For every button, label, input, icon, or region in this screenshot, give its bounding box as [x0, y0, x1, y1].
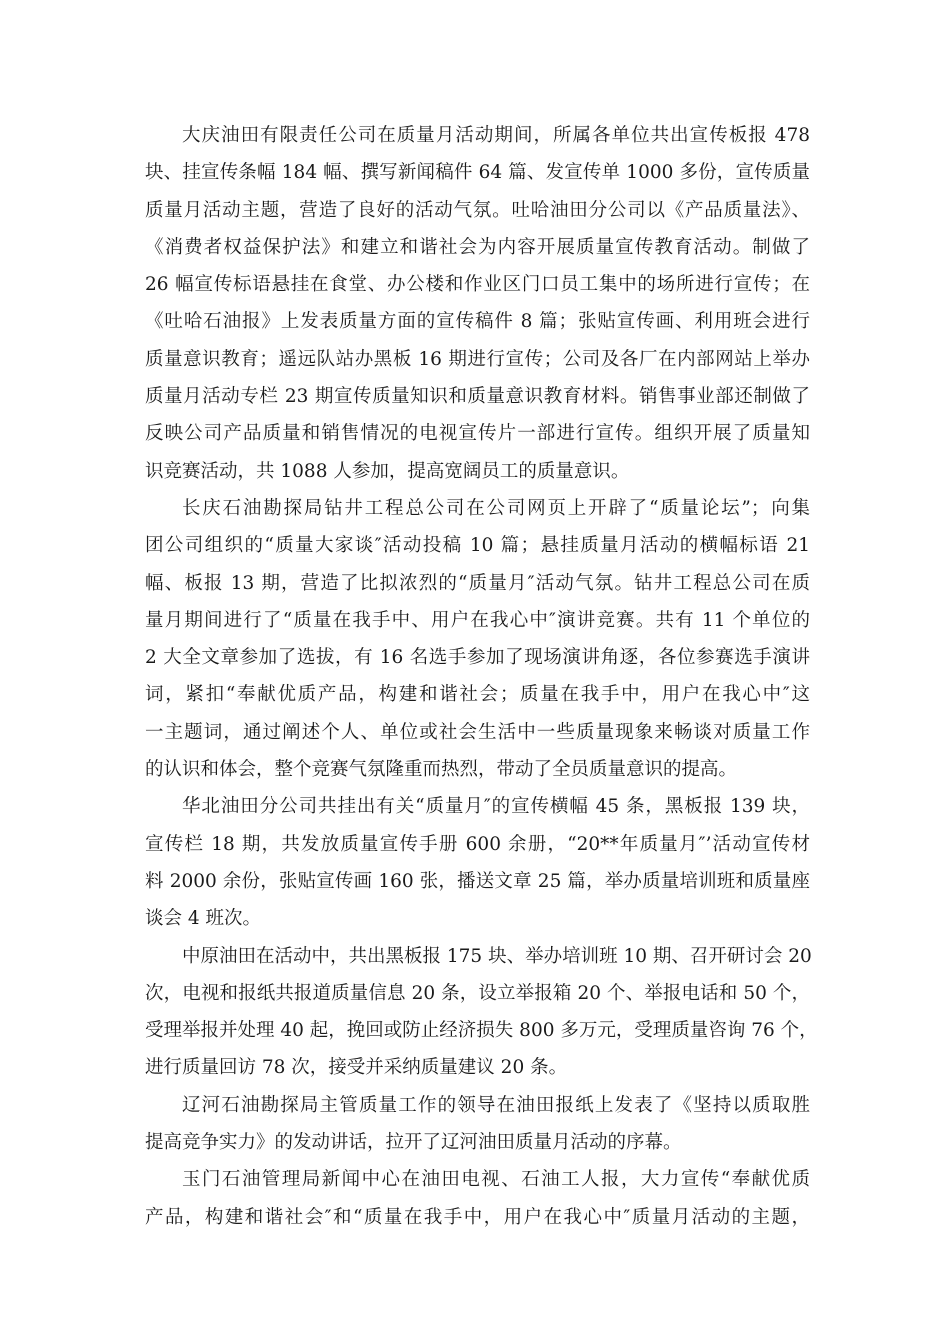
text-line: 受理举报并处理 40 起，挽回或防止经济损失 800 多万元，受理质量咨询 76 个，	[145, 1020, 818, 1042]
text-line: 辽河石油勘探局主管质量工作的领导在油田报纸上发表了《坚持以质取胜	[182, 1094, 810, 1116]
paragraph-zhongyuan	[145, 938, 818, 1087]
text-line: 进行质量回访 78 次，接受并采纳质量建议 20 条。	[145, 1057, 568, 1079]
text-line: 质量月活动专栏 23 期宣传质量知识和质量意识教育材料。销售事业部还制做了	[145, 386, 810, 408]
text-line: 宣传栏 18 期，共发放质量宣传手册 600 余册，“20**年质量月″’活动宣传材	[145, 833, 810, 855]
text-line: 华北油田分公司共挂出有关“质量月″的宣传横幅 45 条，黑板报 139 块，	[182, 796, 810, 818]
text-line: 识竞赛活动，共 1088 人参加，提高宽阔员工的质量意识。	[145, 460, 630, 482]
text-line: 质量意识教育；遥远队站办黑板 16 期进行宣传；公司及各厂在内部网站上举办	[145, 348, 810, 370]
text-line: 中原油田在活动中，共出黑板报 175 块、举办培训班 10 期、召开研讨会 20	[182, 945, 812, 967]
text-line: 2 大全文章参加了选拔，有 16 名选手参加了现场演讲角逐，各位参赛选手演讲	[145, 647, 810, 669]
text-line: 的认识和体会，整个竞赛气氛隆重而热烈，带动了全员质量意识的提高。	[145, 759, 738, 781]
text-line: 块、挂宣传条幅 184 幅、撰写新闻稿件 64 篇、发宣传单 1000 多份，宣传质量	[145, 162, 810, 184]
paragraph-liaohe	[145, 1087, 810, 1162]
text-line: 量月期间进行了“质量在我手中、用户在我心中″演讲竞赛。共有 11 个单位的	[145, 609, 810, 631]
text-line: 大庆油田有限责任公司在质量月活动期间，所属各单位共出宣传板报 478	[182, 125, 810, 146]
text-line: 玉门石油管理局新闻中心在油田电视、石油工人报，大力宣传“奉献优质	[182, 1169, 810, 1191]
text-line: 料 2000 余份，张贴宣传画 160 张，播送文章 25 篇，举办质量培训班和质量座	[145, 870, 810, 892]
paragraph-changqing	[145, 490, 810, 788]
text-line: 团公司组织的“质量大家谈″活动投稿 10 篇；悬挂质量月活动的横幅标语 21	[145, 535, 810, 557]
text-line: 提高竞争实力》的发动讲话，拉开了辽河油田质量月活动的序幕。	[145, 1132, 682, 1154]
text-line: 质量月活动主题，营造了良好的活动气氛。吐哈油田分公司以《产品质量法》、	[145, 199, 810, 221]
text-line: 长庆石油勘探局钻井工程总公司在公司网页上开辟了“质量论坛”；向集	[182, 497, 810, 519]
text-line: 一主题词，通过阐述个人、单位或社会生活中一些质量现象来畅谈对质量工作	[145, 721, 810, 743]
paragraph-yumen	[145, 1161, 810, 1236]
text-line: 次，电视和报纸共报道质量信息 20 条，设立举报箱 20 个、举报电话和 50 个，	[145, 982, 810, 1004]
text-line: 反映公司产品质量和销售情况的电视宣传片一部进行宣传。组织开展了质量知	[145, 423, 810, 445]
paragraph-huabei	[145, 788, 810, 937]
text-line: 谈会 4 班次。	[145, 908, 262, 930]
document-body	[145, 117, 818, 1236]
paragraph-daqing	[145, 117, 810, 490]
text-line: 词，紧扣“奉献优质产品，构建和谐社会；质量在我手中，用户在我心中″这	[145, 684, 810, 706]
text-line: 产品，构建和谐社会″和“质量在我手中，用户在我心中″质量月活动的主题，	[145, 1206, 810, 1228]
text-line: 26 幅宣传标语悬挂在食堂、办公楼和作业区门口员工集中的场所进行宣传；在	[145, 274, 810, 296]
text-line: 《消费者权益保护法》和建立和谐社会为内容开展质量宣传教育活动。制做了	[145, 236, 810, 258]
text-line: 《吐哈石油报》上发表质量方面的宣传稿件 8 篇；张贴宣传画、利用班会进行	[145, 311, 810, 333]
text-line: 幅、板报 13 期，营造了比拟浓烈的“质量月″活动气氛。钻井工程总公司在质	[145, 572, 810, 594]
